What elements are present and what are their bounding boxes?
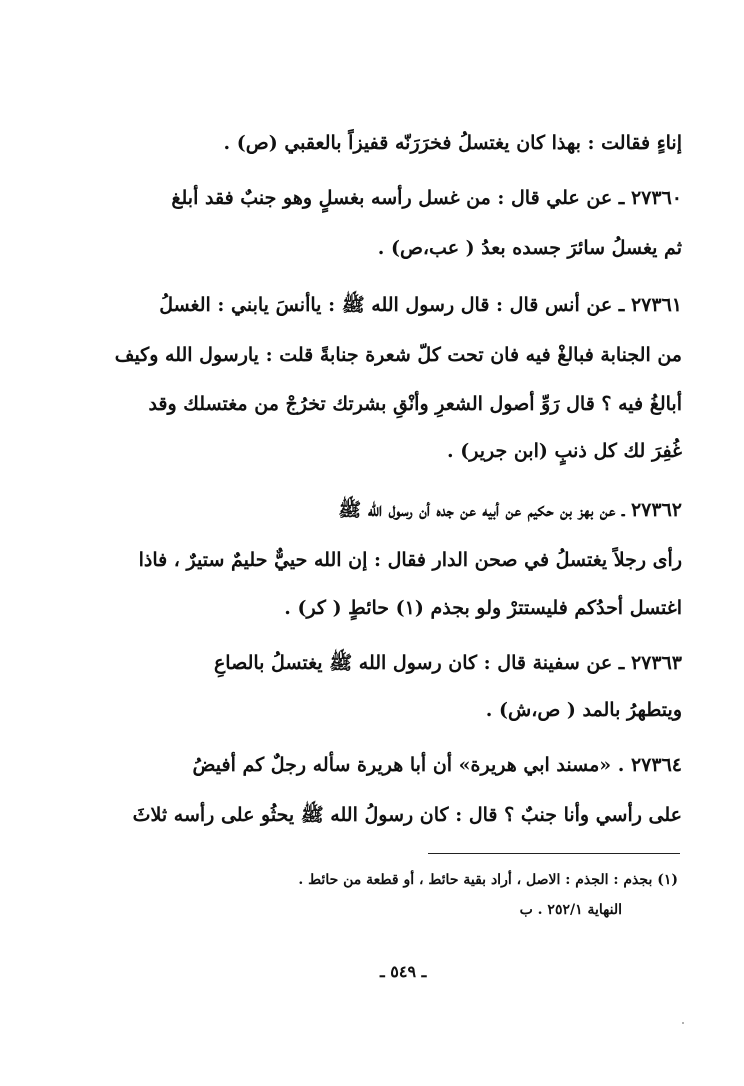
- footnote-line-1: (١) بجذم : الجذم : الاصل ، أراد بقية حائط ، أو قطعة من حائط .: [298, 872, 678, 888]
- page-number: ـ ٥٤٩ ـ: [380, 962, 427, 981]
- hadith-27361-line-2: من الجنابة فبالغْ فيه فان تحت كلّ شعرة جنابةً قلت : يارسول الله وكيف: [114, 344, 682, 366]
- hadith-27360-line-2: ثم يغسلُ سائرَ جسده بعدُ ( عب،ص) .: [377, 237, 682, 259]
- hadith-27364-line-2: على رأسي وأنا جنبٌ ؟ قال : كان رسولُ الله ﷺ يحثُو على رأسه ثلاثَ: [132, 804, 682, 826]
- hadith-27360-line-1: ٢٧٣٦٠ ـ عن علي قال : من غسل رأسه بغسلٍ وهو جنبٌ فقد أبلغ: [171, 187, 682, 209]
- hadith-27363-line-2: ويتطهرُ بالمد ( ص،ش) .: [485, 699, 682, 721]
- hadith-27363-line-1: ٢٧٣٦٣ ـ عن سفينة قال : كان رسول الله ﷺ يغتسلُ بالصاعِ: [213, 652, 682, 674]
- hadith-27362-line-1: ٢٧٣٦٢ ـ عن بهز بن حكيم عن أبيه عن جده أن رسول الله ﷺ: [338, 499, 682, 521]
- text-line-1: إناءٍ فقالت : بهذا كان يغتسلُ فخرَرَنّه قفيزاً بالعقبي (ص) .: [223, 132, 682, 154]
- scan-speck: [682, 1022, 684, 1024]
- hadith-27361-line-3: أبالغُ فيه ؟ قال رَوِّ أصول الشعرِ وأنْقِ بشرتك تخرُجْ من مغتسلك وقد: [148, 393, 682, 415]
- hadith-27364-line-1: ٢٧٣٦٤ . «مسند ابي هريرة» أن أبا هريرة سأله رجلٌ كم أفيضُ: [192, 754, 682, 776]
- footnote-line-2: النهاية ٢٥٢/١ . ب: [519, 902, 622, 918]
- hadith-27362-line-3: اغتسل أحدُكم فليستترْ ولو بجذم (١) حائطٍ ( كر) .: [284, 597, 682, 619]
- footnote-divider: [428, 853, 680, 854]
- hadith-27362-line-2: رأى رجلاً يغتسلُ في صحن الدار فقال : إن الله حييٌّ حليمٌ ستيرٌ ، فاذا: [138, 549, 682, 571]
- hadith-27361-line-4: غُفِرَ لك كل ذنبٍ (ابن جرير) .: [447, 440, 682, 462]
- hadith-27361-line-1: ٢٧٣٦١ ـ عن أنس قال : قال رسول الله ﷺ : ياأنسَ يابني : الغسلُ: [159, 294, 682, 316]
